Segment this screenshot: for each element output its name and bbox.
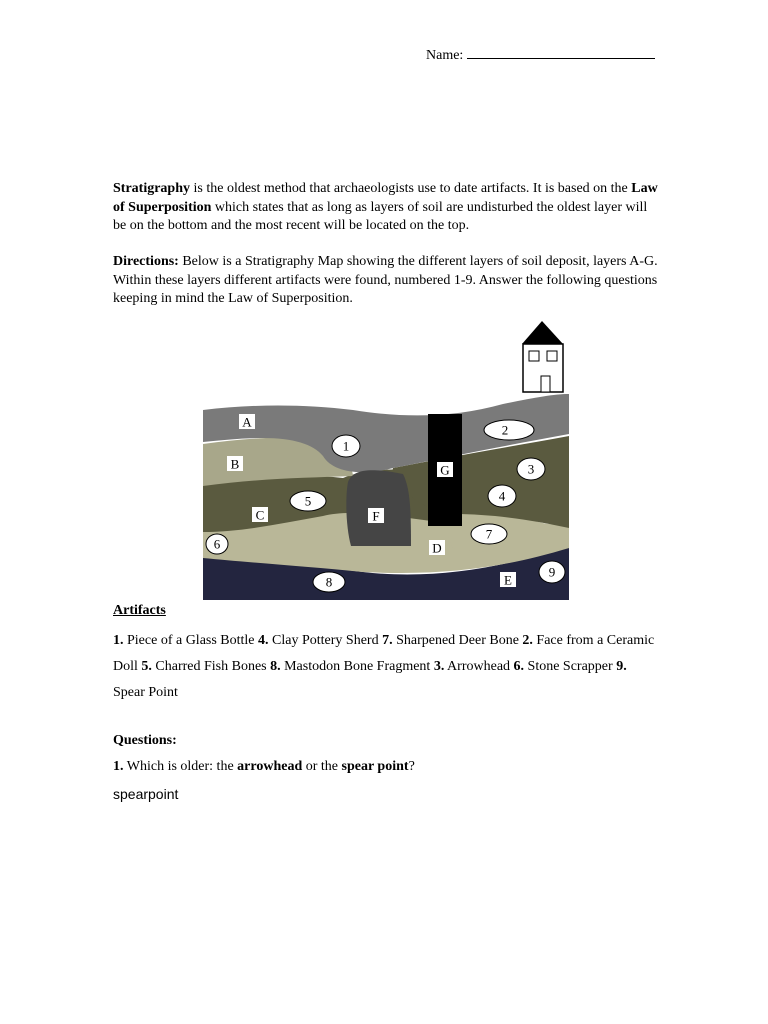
artifact-num: 1. [113, 633, 124, 648]
artifact-num: 4. [258, 633, 269, 648]
house-icon [522, 321, 563, 392]
name-label: Name: [426, 48, 464, 63]
artifact-marker-7[interactable] [471, 524, 507, 544]
question-text: or the [302, 759, 342, 774]
svg-text:8: 8 [325, 574, 333, 590]
svg-text:3: 3 [527, 461, 535, 477]
stratigraphy-map [203, 318, 571, 602]
artifact-marker-9[interactable] [539, 561, 565, 583]
artifact-marker-1[interactable] [332, 435, 360, 457]
artifact-text: Sharpened Deer Bone [392, 633, 523, 648]
artifact-num: 6. [513, 659, 525, 674]
intro-text-2: which states that as long as layers of soil are undisturbed the oldest layer will be on the bottom and the most recent will be located on the top. [113, 199, 648, 233]
artifact-marker-5[interactable] [290, 491, 326, 511]
svg-text:9: 9 [548, 564, 556, 580]
artifact-text: Stone Scrapper [524, 659, 617, 674]
layer-label-d [429, 540, 445, 556]
artifact-marker-2[interactable] [484, 420, 534, 440]
artifact-num: 8. [270, 659, 281, 674]
law-of-superposition: Law of Superposition [113, 181, 658, 215]
artifact-num: 5. [141, 659, 152, 674]
artifact-num: 9. [616, 659, 627, 674]
directions-label: Directions: [113, 254, 179, 269]
artifacts-list [113, 628, 658, 706]
svg-text:E: E [504, 572, 512, 588]
question-option-b: spear point [341, 759, 409, 774]
svg-text:C: C [255, 507, 265, 523]
question-text: ? [408, 759, 415, 774]
svg-text:F: F [372, 508, 380, 524]
artifacts-heading: Artifacts [113, 603, 166, 618]
question-number: 1. [113, 759, 124, 774]
layer-label-e [500, 572, 516, 588]
question-1 [113, 759, 415, 775]
answer-1-field[interactable]: spearpoint [113, 786, 179, 802]
layer-label-b [227, 456, 243, 472]
intro-text-1: is the oldest method that archaeologists use to date artifacts. It is based on the [190, 181, 632, 196]
svg-text:6: 6 [213, 536, 221, 552]
artifact-text: Spear Point [113, 685, 178, 700]
artifact-text: Mastodon Bone Fragment [280, 659, 434, 674]
artifact-text: Face from a Ceramic Doll [113, 633, 655, 674]
directions-text: Below is a Stratigraphy Map showing the different layers of soil deposit, layers A-G. Within these layers different artifacts were found, numbered 1-9. Answer the following questions keeping in mind the Law of Superposition. [113, 254, 658, 306]
svg-text:B: B [230, 456, 240, 472]
question-option-a: arrowhead [237, 759, 303, 774]
svg-text:A: A [242, 414, 252, 430]
artifact-text: Piece of a Glass Bottle [123, 633, 259, 648]
layer-label-a [239, 414, 255, 430]
stratigraphy-term: Stratigraphy [113, 181, 190, 196]
layer-label-g [437, 462, 453, 478]
artifact-num: 3. [433, 659, 445, 674]
directions-paragraph [113, 253, 658, 309]
artifact-num: 2. [522, 633, 533, 648]
artifact-text: Charred Fish Bones [151, 659, 271, 674]
questions-heading: Questions: [113, 733, 177, 748]
layer-label-c [252, 507, 268, 523]
svg-text:1: 1 [342, 438, 350, 454]
layer-label-f [368, 508, 384, 524]
name-field [426, 44, 655, 64]
svg-text:7: 7 [485, 526, 493, 542]
artifact-marker-4[interactable] [488, 485, 516, 507]
svg-text:2: 2 [501, 422, 509, 438]
intro-paragraph [113, 180, 658, 236]
artifact-marker-8[interactable] [313, 572, 345, 592]
svg-text:D: D [432, 540, 442, 556]
name-blank[interactable] [467, 44, 655, 59]
artifact-text: Arrowhead [444, 659, 514, 674]
artifact-text: Clay Pottery Sherd [268, 633, 383, 648]
artifact-num: 7. [382, 633, 393, 648]
svg-text:5: 5 [304, 493, 312, 509]
question-text: Which is older: the [123, 759, 238, 774]
artifact-marker-6[interactable] [206, 534, 228, 554]
svg-text:G: G [440, 462, 450, 478]
svg-text:4: 4 [498, 488, 506, 504]
artifact-marker-3[interactable] [517, 458, 545, 480]
